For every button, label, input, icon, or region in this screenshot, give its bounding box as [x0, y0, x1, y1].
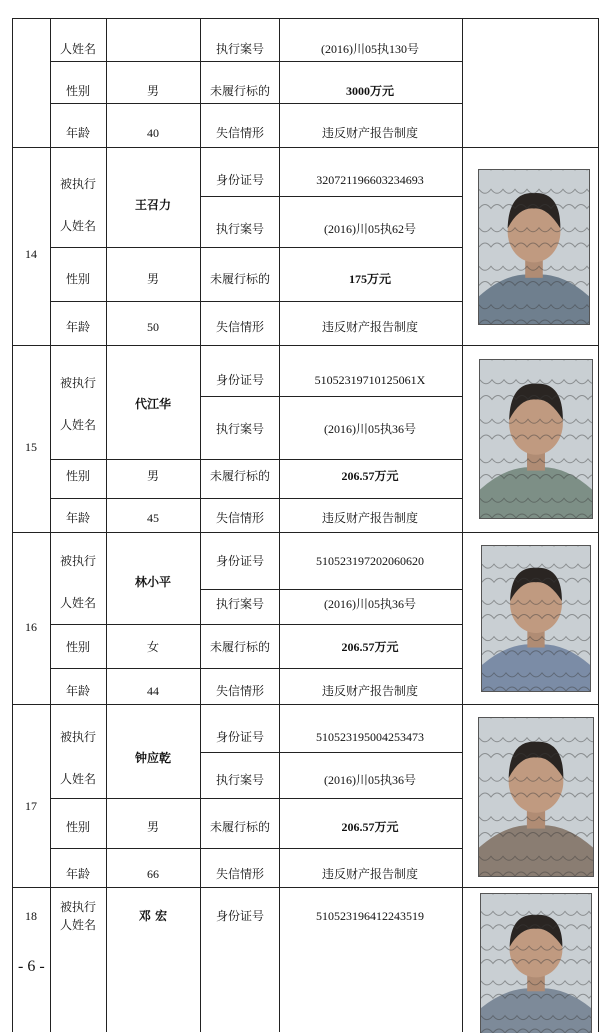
name-label-line2: 人姓名: [59, 418, 97, 432]
gender-value: 男: [146, 820, 160, 834]
name-label-line1: 被执行: [59, 730, 97, 744]
gender-value: 女: [146, 640, 160, 654]
name-label-line2: 人姓名: [59, 772, 97, 786]
portrait-image: [479, 718, 593, 876]
gender-value: 男: [146, 84, 160, 98]
portrait-image: [481, 894, 591, 1033]
case-number-label: 执行案号: [215, 222, 265, 236]
amount-value: 206.57万元: [341, 469, 399, 483]
age-value: 50: [147, 320, 159, 334]
situation-value: 违反财产报告制度: [321, 867, 419, 881]
situation-value: 违反财产报告制度: [321, 684, 419, 698]
gender-label: 性别: [65, 469, 91, 483]
id-number-label: 身份证号: [215, 909, 265, 923]
portrait-image: [479, 170, 589, 324]
age-value: 44: [147, 684, 159, 698]
name-label-line1: 被执行: [59, 554, 97, 568]
id-number-label: 身份证号: [215, 373, 265, 387]
portrait-image: [480, 360, 592, 518]
gender-label: 性别: [65, 640, 91, 654]
id-number-label: 身份证号: [215, 554, 265, 568]
unfulfilled-label: 未履行标的: [209, 820, 271, 834]
person-name: 代江华: [134, 397, 172, 411]
person-photo: [481, 545, 591, 692]
age-label: 年龄: [65, 511, 91, 525]
situation-value: 违反财产报告制度: [321, 126, 419, 140]
dishonesty-label: 失信情形: [215, 511, 265, 525]
dishonesty-label: 失信情形: [215, 320, 265, 334]
unfulfilled-label: 未履行标的: [209, 84, 271, 98]
situation-value: 违反财产报告制度: [321, 320, 419, 334]
case-number-value: (2016)川05执62号: [324, 222, 416, 236]
case-number-label: 执行案号: [215, 597, 265, 611]
unfulfilled-label: 未履行标的: [209, 469, 271, 483]
person-photo: [478, 717, 594, 877]
id-number-value: 51052319710125061X: [314, 373, 426, 387]
amount-value: 3000万元: [345, 84, 395, 98]
case-number-value: (2016)川05执36号: [324, 597, 416, 611]
age-value: 40: [147, 126, 159, 140]
case-number-label: 执行案号: [215, 422, 265, 436]
person-name: 林小平: [134, 575, 172, 589]
case-number-label: 执行案号: [215, 773, 265, 787]
id-number-value: 320721196603234693: [316, 173, 424, 187]
person-photo: [480, 893, 592, 1033]
id-number-value: 510523195004253473: [316, 730, 424, 744]
case-number-value: (2016)川05执36号: [324, 773, 416, 787]
person-name: 钟应乾: [134, 751, 172, 765]
name-label-line1: 被执行: [59, 376, 97, 390]
amount-value: 175万元: [348, 272, 392, 286]
gender-value: 男: [146, 272, 160, 286]
unfulfilled-label: 未履行标的: [209, 272, 271, 286]
age-value: 66: [147, 867, 159, 881]
case-number-value: (2016)川05执36号: [324, 422, 416, 436]
record-index: 17: [25, 799, 37, 813]
id-number-value: 510523196412243519: [316, 909, 424, 923]
page-number: - 6 -: [18, 958, 45, 975]
name-label: 人姓名: [59, 42, 97, 56]
name-label-line2: 人姓名: [59, 219, 97, 233]
case-number-value: (2016)川05执130号: [321, 42, 419, 56]
portrait-image: [482, 546, 590, 691]
person-photo: [478, 169, 590, 325]
id-number-label: 身份证号: [215, 173, 265, 187]
record-index: 18: [25, 909, 37, 923]
amount-value: 206.57万元: [341, 820, 399, 834]
case-number-label: 执行案号: [215, 42, 265, 56]
situation-value: 违反财产报告制度: [321, 511, 419, 525]
gender-label: 性别: [65, 272, 91, 286]
age-label: 年龄: [65, 320, 91, 334]
person-name: 王召力: [134, 198, 172, 212]
unfulfilled-label: 未履行标的: [209, 640, 271, 654]
record-index: 16: [25, 620, 37, 634]
name-label-line2: 人姓名: [59, 918, 97, 932]
dishonesty-label: 失信情形: [215, 126, 265, 140]
person-photo: [479, 359, 593, 519]
id-number-value: 510523197202060620: [316, 554, 424, 568]
age-label: 年龄: [65, 867, 91, 881]
record-index: 14: [25, 247, 37, 261]
name-label-line1: 被执行: [59, 177, 97, 191]
age-value: 45: [147, 511, 159, 525]
dishonesty-label: 失信情形: [215, 684, 265, 698]
name-label-line1: 被执行: [59, 900, 97, 914]
gender-label: 性别: [65, 84, 91, 98]
dishonesty-label: 失信情形: [215, 867, 265, 881]
record-index: 15: [25, 440, 37, 454]
person-name: 邓 宏: [138, 909, 168, 923]
age-label: 年龄: [65, 126, 91, 140]
gender-value: 男: [146, 469, 160, 483]
name-label-line2: 人姓名: [59, 596, 97, 610]
amount-value: 206.57万元: [341, 640, 399, 654]
gender-label: 性别: [65, 820, 91, 834]
id-number-label: 身份证号: [215, 730, 265, 744]
age-label: 年龄: [65, 684, 91, 698]
